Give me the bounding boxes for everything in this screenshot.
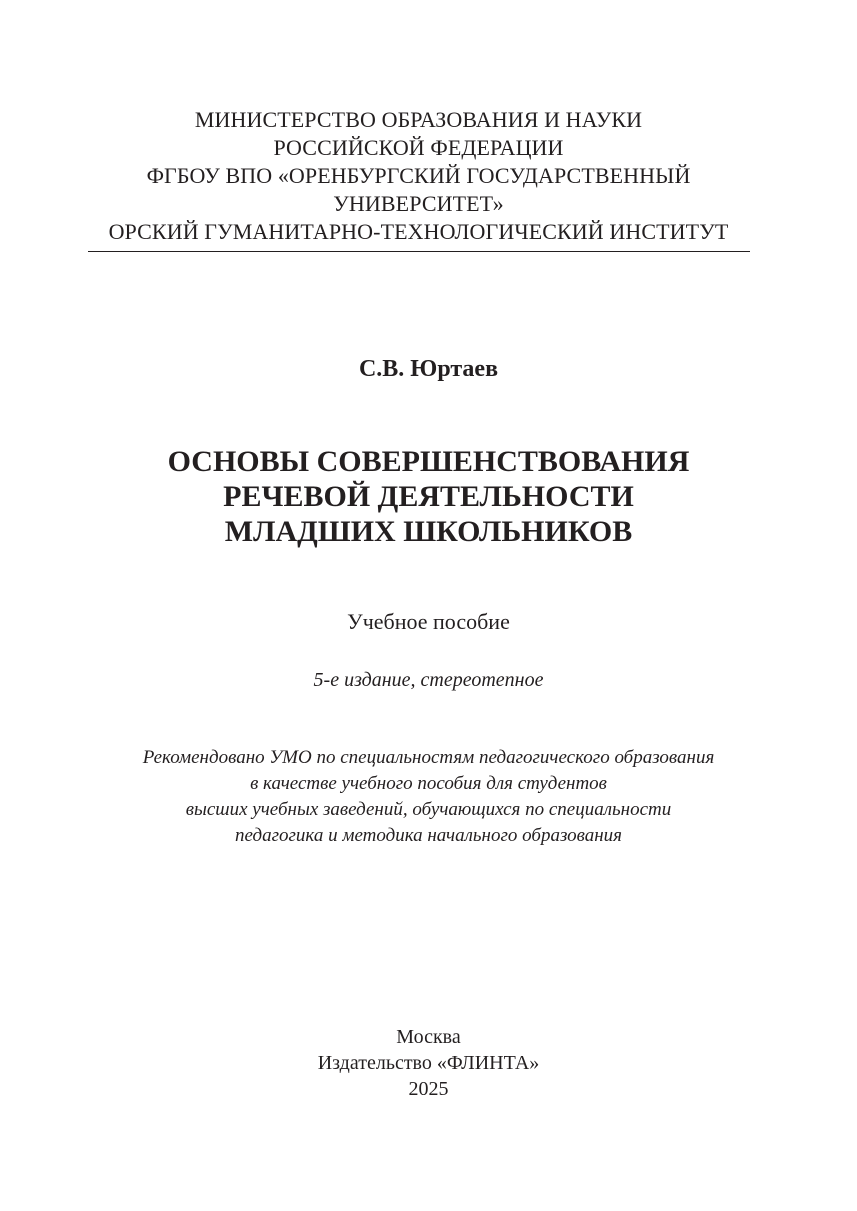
header-line-ministry: МИНИСТЕРСТВО ОБРАЗОВАНИЯ И НАУКИ [194, 107, 643, 132]
recommendation-line-3: высших учебных заведений, обучающихся по специальности [185, 799, 672, 820]
header-line-university: ФГБОУ ВПО «ОРЕНБУРГСКИЙ ГОСУДАРСТВЕННЫЙ [146, 163, 691, 188]
header-line-institute: ОРСКИЙ ГУМАНИТАРНО-ТЕХНОЛОГИЧЕСКИЙ ИНСТИТУТ [108, 219, 729, 244]
title-line-1: ОСНОВЫ СОВЕРШЕНСТВОВАНИЯ [167, 445, 690, 478]
imprint-publisher: Издательство «ФЛИНТА» [317, 1052, 540, 1074]
recommendation-line-2: в качестве учебного пособия для студентов [250, 773, 607, 794]
title-line-3: МЛАДШИХ ШКОЛЬНИКОВ [224, 515, 633, 548]
recommendation-line-1: Рекомендовано УМО по специальностям педагогического образования [142, 747, 715, 768]
header-divider [88, 251, 750, 252]
header-line-federation: РОССИЙСКОЙ ФЕДЕРАЦИИ [273, 135, 564, 160]
author-name: С.В. Юртаев [358, 356, 499, 382]
edition-note: 5-е издание, стереотепное [313, 669, 544, 691]
recommendation-note [0, 745, 857, 849]
recommendation-line-4: педагогика и методика начального образования [235, 825, 622, 846]
imprint-year: 2025 [408, 1078, 449, 1100]
institution-header [84, 106, 753, 246]
title-line-2: РЕЧЕВОЙ ДЕЯТЕЛЬНОСТИ [223, 480, 634, 513]
book-title [0, 444, 857, 549]
imprint [0, 1024, 857, 1102]
imprint-city: Москва [396, 1026, 461, 1048]
book-subtitle: Учебное пособие [347, 609, 510, 634]
header-line-university-cont: УНИВЕРСИТЕТ» [333, 191, 504, 216]
